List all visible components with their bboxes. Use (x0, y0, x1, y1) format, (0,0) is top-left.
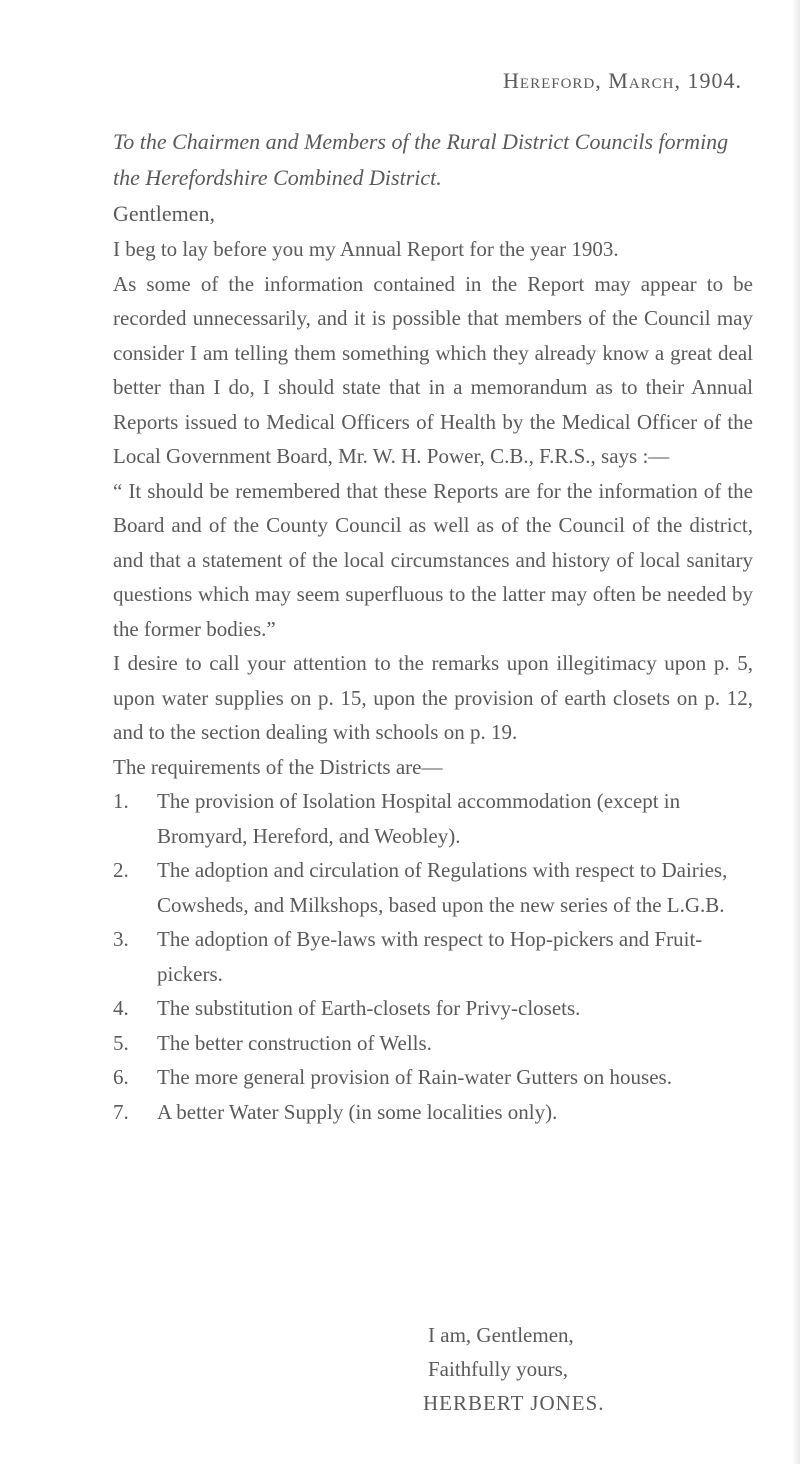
quoted-memorandum: “ It should be remembered that these Reports are for the information of the Board and of the County Council as well as of the Council of the district, and that a statement of the local circumstances and history of local sanitary questions which may seem superfluous to the latter may often be needed by the former bodies.” (113, 478, 753, 641)
list-text: The better construction of Wells. (157, 1030, 432, 1055)
requirements-intro: The requirements of the Districts are— (113, 754, 443, 779)
list-number: 6. (113, 1065, 129, 1089)
list-number: 4. (113, 996, 129, 1020)
list-text: The provision of Isolation Hospital accommodation (except in Bromyard, Hereford, and Weobley). (157, 789, 681, 848)
letter-body (113, 232, 753, 1129)
salutation: Gentlemen, (113, 201, 216, 226)
list-text: The adoption of Bye-laws with respect to Hop-pickers and Fruit-pickers. (157, 927, 703, 986)
list-text: A better Water Supply (in some localities only). (157, 1099, 558, 1124)
list-number: 2. (113, 858, 129, 882)
requirements-list (113, 784, 753, 1129)
list-item (113, 784, 753, 853)
list-item (113, 1060, 753, 1095)
addressee: To the Chairmen and Members of the Rural District Councils forming the Herefordshire Combined District. (113, 129, 729, 190)
list-text: The substitution of Earth-closets for Privy-closets. (157, 996, 581, 1020)
closing-valediction: Faithfully yours, (428, 1357, 568, 1381)
place-date-header: Hereford, March, 1904. (503, 68, 742, 93)
list-text: The more general provision of Rain-water Gutters on houses. (157, 1065, 672, 1089)
list-item (113, 922, 753, 991)
paragraph-information: As some of the information contained in the Report may appear to be recorded unnecessarily, and it is possible that members of the Council may consider I am telling them something which they already know a great deal better than I do, I should state that in a memorandum as to their Annual Reports issued to Medical Officers of Health by the Medical Officer of the Local Government Board, Mr. W. H. Power, C.B., F.R.S., says :— (113, 271, 753, 468)
list-number: 5. (113, 1030, 129, 1055)
paragraph-report-intro: I beg to lay before you my Annual Report for the year 1903. (113, 237, 619, 261)
paragraph-attention: I desire to call your attention to the remarks upon illegitimacy upon p. 5, upon water supplies on p. 15, upon the provision of earth closets on p. 12, and to the section dealing with schools on p. 19. (113, 651, 753, 744)
list-number: 3. (113, 927, 129, 951)
list-item (113, 991, 753, 1026)
list-text: The adoption and circulation of Regulations with respect to Dairies, Cowsheds, and Milkshops, based upon the new series of the L.G.B. (157, 858, 728, 917)
closing-line: I am, Gentlemen, (428, 1323, 574, 1347)
list-number: 1. (113, 789, 129, 813)
list-item (113, 1095, 753, 1130)
list-item (113, 853, 753, 922)
list-item (113, 1026, 753, 1061)
list-number: 7. (113, 1099, 129, 1124)
signature: HERBERT JONES. (423, 1391, 605, 1415)
page-edge-shadow (792, 0, 800, 1464)
